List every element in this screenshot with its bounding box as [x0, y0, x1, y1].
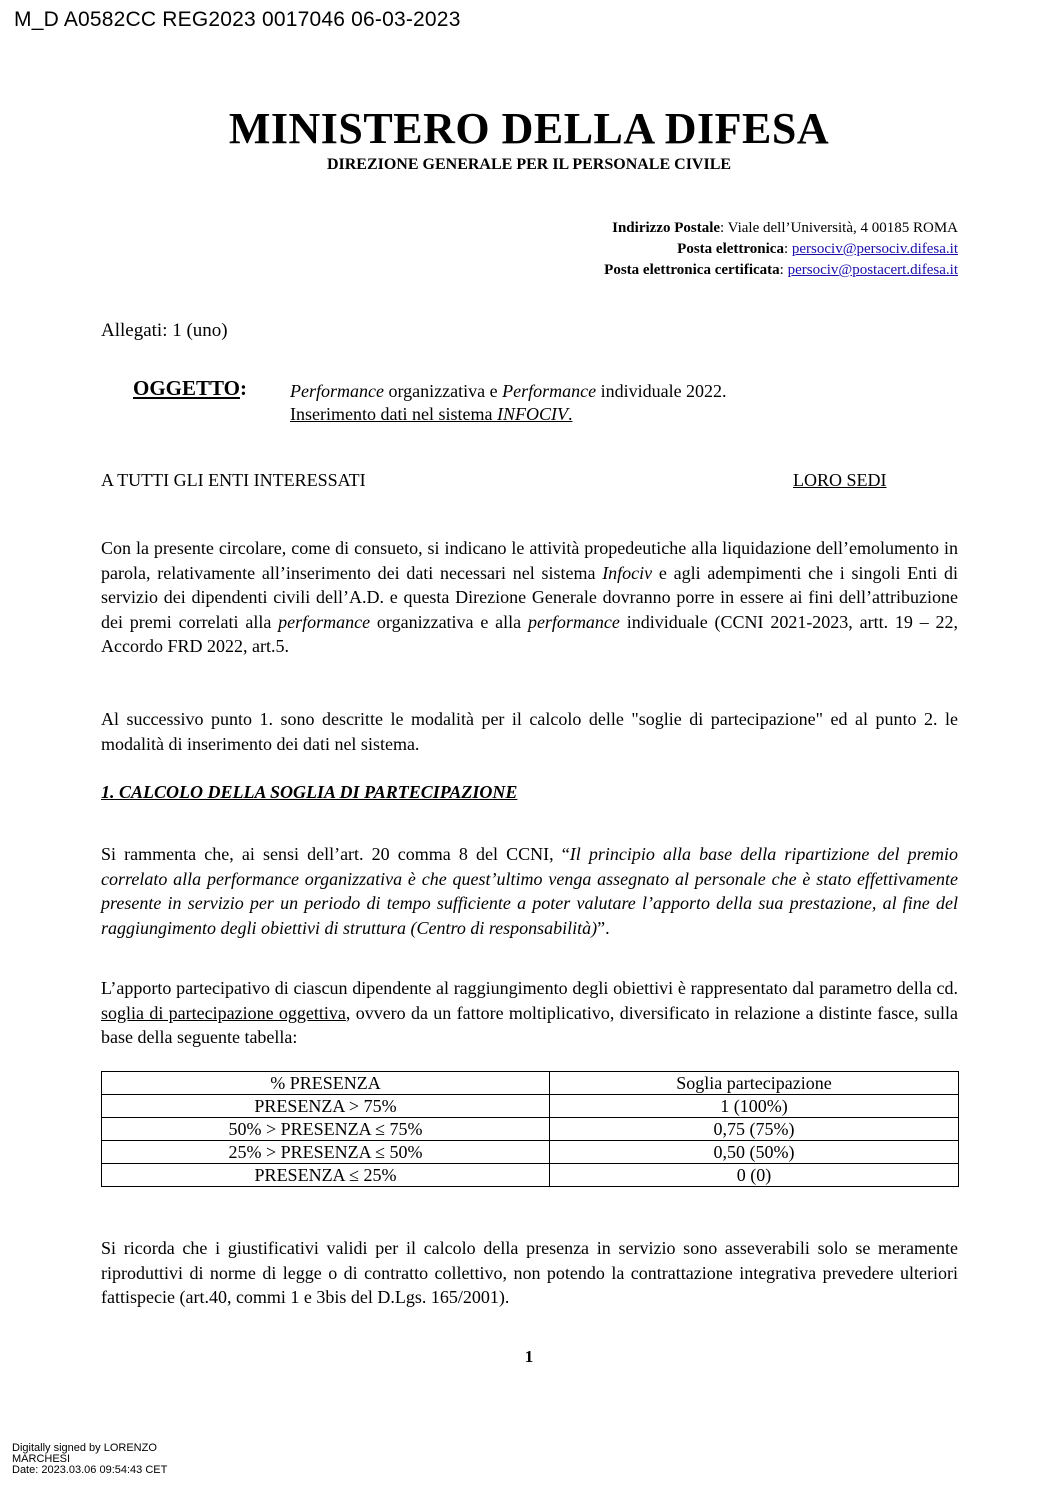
table-row — [102, 1095, 959, 1118]
subject-line-1 — [290, 380, 727, 403]
section-heading-1: 1. CALCOLO DELLA SOGLIA DI PARTECIPAZIONE — [101, 782, 518, 802]
recipients-sedi: LORO SEDI — [793, 470, 887, 490]
text-run: individuale (CCNI 2021-2023, artt. 19 – 22, Accordo FRD 2022, art.5. — [101, 611, 959, 657]
paragraph-ccni-quote — [101, 842, 958, 940]
paragraph-intro — [101, 536, 958, 659]
pec-link[interactable]: persociv@postacert.difesa.it — [787, 262, 958, 278]
protocol-number: M_D A0582CC REG2023 0017046 06-03-2023 — [14, 8, 461, 31]
table-cell: 0,50 (50%) — [550, 1141, 959, 1164]
table-cell: PRESENZA ≤ 25% — [102, 1164, 550, 1187]
pec-label: Posta elettronica certificata — [604, 262, 780, 278]
email-link[interactable]: persociv@persociv.difesa.it — [791, 241, 958, 257]
page-number: 1 — [524, 1347, 534, 1366]
text-run-italic: Infociv — [602, 562, 653, 583]
subject-text-part: . — [567, 404, 573, 424]
pec-separator: : — [779, 262, 788, 278]
email-label: Posta elettronica — [677, 241, 784, 257]
ministry-title: MINISTERO DELLA DIFESA — [228, 104, 830, 153]
text-run: Con la presente circolare, come di consueto, si indicano le attività propedeutiche alla liquidazione dell’emolumento in parola, relativamente all’inserimento dei dati necessari nel sistema — [101, 538, 958, 583]
recipients: A TUTTI GLI ENTI INTERESSATI — [101, 470, 366, 490]
email-separator: : — [783, 241, 792, 257]
signature-line: Digitally signed by LORENZO — [12, 1442, 157, 1454]
text-run-italic: performance — [278, 611, 371, 632]
table-header-row — [102, 1072, 959, 1095]
direction-subtitle: DIREZIONE GENERALE PER IL PERSONALE CIVILE — [326, 156, 732, 173]
text-run: , ovvero da un fattore moltiplicativo, diversificato in relazione a distinte fasce, sulla base della seguente tabella: — [101, 1002, 958, 1048]
text-run: Si rammenta che, ai sensi dell’art. 20 comma 8 del CCNI, “ — [101, 844, 570, 864]
table-cell: 1 (100%) — [550, 1095, 959, 1118]
table-header-cell: Soglia partecipazione — [550, 1072, 959, 1095]
paragraph-justifications: Si ricorda che i giustificativi validi per il calcolo della presenza in servizio sono asseverabili solo se meramente riproduttivi di norme di legge o di contratto collettivo, non potendo la contrattazione integrativa prevedere ulteriori fattispecie (art.40, commi 1 e 3bis del D.Lgs. 165/2001). — [101, 1238, 958, 1308]
signature-date: Date: 2023.03.06 09:54:43 CET — [12, 1464, 168, 1476]
text-run-italic: performance — [527, 611, 620, 632]
table-cell: 25% > PRESENZA ≤ 50% — [102, 1141, 550, 1164]
signature-line: MARCHESI — [12, 1453, 71, 1465]
text-run-underlined: soglia di partecipazione oggettiva — [101, 1002, 346, 1023]
threshold-table — [101, 1071, 959, 1187]
subject-label-text: OGGETTO — [133, 376, 240, 400]
subject-text-part: organizzativa e — [383, 381, 503, 401]
table-row — [102, 1118, 959, 1141]
table-cell: PRESENZA > 75% — [102, 1095, 550, 1118]
subject-text-part: individuale 2022. — [596, 381, 727, 401]
table-row — [102, 1141, 959, 1164]
table-cell: 0,75 (75%) — [550, 1118, 959, 1141]
subject-label — [133, 376, 247, 401]
attachments-line: Allegati: 1 (uno) — [101, 320, 228, 341]
subject-term: Performance — [290, 381, 384, 401]
postal-address-label: Indirizzo Postale — [612, 220, 721, 236]
text-run: e agli adempimenti che i singoli Enti di servizio dei dipendenti civili dell’A.D. e questa Direzione Generale dovranno porre in essere ai fini dell’attribuzione dei premi correlati alla — [101, 562, 958, 632]
text-run: ”. — [597, 917, 610, 938]
pec-line — [604, 262, 958, 279]
quote-italic: Il principio alla base della ripartizione del premio correlato alla performance organizzativa è che quest’ultimo venga assegnato al personale che è stato effettivamente presente in servizio per un periodo di tempo sufficiente a poter valutare l’apporto della sua prestazione, al fine del raggiungimento degli obiettivi di struttura (Centro di responsabilità) — [101, 844, 958, 938]
subject-text — [290, 380, 727, 426]
subject-text-part: Inserimento dati nel sistema — [290, 404, 497, 424]
postal-address — [612, 220, 958, 237]
subject-system-name: INFOCIV — [496, 404, 568, 424]
table-header-cell: % PRESENZA — [102, 1072, 550, 1095]
text-run: organizzativa e alla — [370, 611, 528, 632]
digital-signature — [12, 1443, 167, 1476]
table-cell: 0 (0) — [550, 1164, 959, 1187]
postal-address-value: : Viale dell’Università, 4 00185 ROMA — [720, 220, 958, 236]
paragraph-points: Al successivo punto 1. sono descritte le modalità per il calcolo delle "soglie di partecipazione" ed al punto 2. le modalità di inserimento dei dati nel sistema. — [101, 709, 958, 754]
subject-term: Performance — [502, 381, 597, 401]
subject-line-2 — [290, 403, 727, 426]
table-cell: 50% > PRESENZA ≤ 75% — [102, 1118, 550, 1141]
email-line — [677, 241, 958, 258]
table-row — [102, 1164, 959, 1187]
subject-colon: : — [239, 376, 247, 400]
paragraph-threshold — [101, 976, 958, 1050]
text-run: L’apporto partecipativo di ciascun dipendente al raggiungimento degli obiettivi è rappresentato dal parametro della cd. — [101, 978, 958, 998]
